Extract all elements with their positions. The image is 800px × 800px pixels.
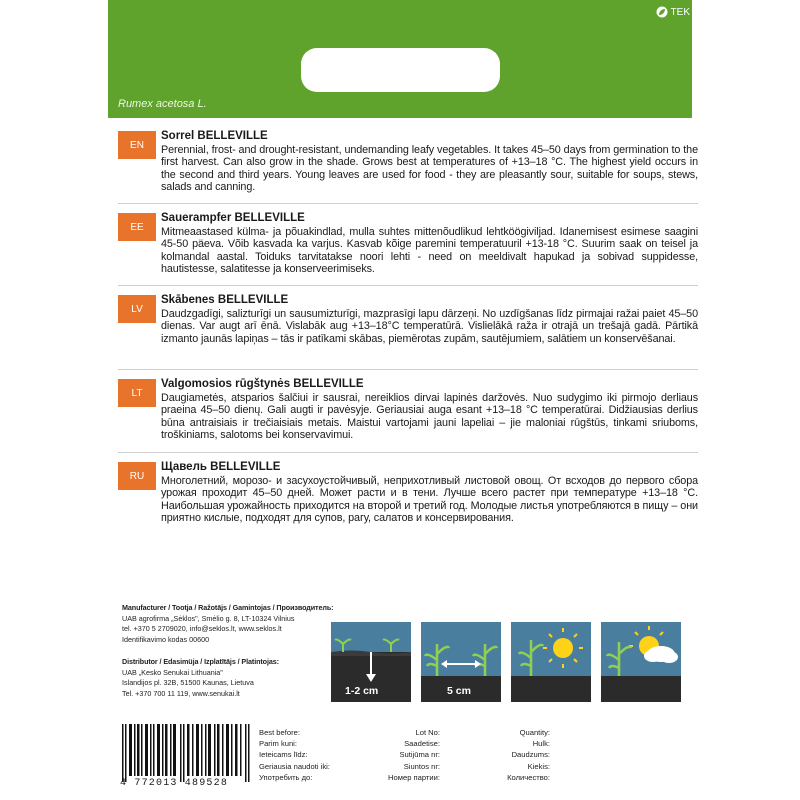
distributor-line: Tel. +370 700 11 119, www.senukai.lt <box>122 688 240 698</box>
lot-no-label: Saadetise: <box>404 739 440 749</box>
packet-window <box>301 48 500 92</box>
lot-no-label: Lot No: <box>415 728 440 737</box>
manufacturer-line: tel. +370 5 2709020, info@seklos.lt, www.seklos.lt <box>122 624 282 633</box>
section-text: Daudzgadīgi, salizturīgi un sausumizturīgi, mazprasīgi lapu dārzeņi. No uzdīgšanas līdz pirmajai ražai paiet 45–50 dienas. Var augt arī ēnā. Vislabāk aug +13–18°C temperatūrā. Vislielākā raža ir otrajā un trešajā gadā. Pārtikā izmanto jaunās lapiņas – tās ir patīkami skābas, piemērotas zupām, sautējumiem, salātiem un konservēšanai. <box>161 308 698 345</box>
distributor-info <box>122 657 352 699</box>
lot-no-labels <box>360 727 440 783</box>
section-lt <box>118 378 698 441</box>
best-before-labels <box>259 727 330 783</box>
partial-shade-pictogram <box>601 622 681 702</box>
lang-tag: EE <box>118 213 156 241</box>
best-before-label: Ieteicams līdz: <box>259 750 308 760</box>
lang-tag: LV <box>118 295 156 323</box>
section-en <box>118 130 698 193</box>
latin-name: Rumex acetosa L. <box>118 98 207 110</box>
quantity-labels <box>470 727 550 783</box>
section-title: Sorrel BELLEVILLE <box>161 130 268 142</box>
barcode-number: 4 772013 489528 <box>120 778 229 789</box>
quantity-label: Количество: <box>507 772 550 782</box>
quantity-label: Daudzums: <box>511 750 550 760</box>
lot-no-label: Номер партии: <box>388 772 440 782</box>
pictogram-label: 1-2 cm <box>345 685 379 697</box>
section-text: Многолетний, морозо- и засухоустойчивый, неприхотливый листовой овощ. От всходов до первого сбора урожая проходит 45–50 дней. Может расти и в тени. Лучше всего растет при температуре +13–18 °C. Наибольшая урожайность приходится на второй и третий год. Молодые листья употребляются в пищу – они приятно кислые, подходят для супов, рагу, салатов и консервирования. <box>161 475 698 524</box>
section-ru <box>118 461 698 524</box>
section-ee <box>118 212 698 275</box>
lot-no-label: Sutijūma nr: <box>399 750 440 760</box>
divider <box>118 203 698 204</box>
best-before-label: Употребить до: <box>259 772 313 782</box>
brand-name: TEK <box>670 6 690 18</box>
plant-spacing-pictogram <box>421 622 501 702</box>
best-before-label: Parim kuni: <box>259 739 297 749</box>
brand-logo <box>656 6 690 18</box>
leaf-icon <box>656 6 668 18</box>
lang-tag: RU <box>118 462 156 490</box>
lot-no-label: Siuntos nr: <box>403 761 440 771</box>
pictogram-label: 5 cm <box>447 685 471 697</box>
manufacturer-line: UAB agrofirma „Sėklos", Smėlio g. 8, LT-10324 Vilnius <box>122 613 295 623</box>
barcode <box>122 724 250 782</box>
lang-tag: EN <box>118 131 156 159</box>
section-text: Daugiametės, atsparios šalčiui ir sausrai, nereiklios dirvai lapinės daržovės. Nuo sudygimo iki pirmojo derliaus praeina 45–50 dienų. Gali augti ir pavėsyje. Geriausiai auga esant +13–18 °C temperatūrai. Didžiausias derlius būna antraisiais ir trečiaisiais metais. Maistui vartojami jauni lapeliai – jie malonіai rūgštūs, tinkami sriuboms, troškiniams, salotoms bei konservavimui. <box>161 392 698 441</box>
distributor-line: Islandijos pl. 32B, 51500 Kaunas, Lietuva <box>122 678 254 687</box>
section-text: Perennial, frost- and drought-resistant, undemanding leafy vegetables. It takes 45–50 days from germination to the first harvest. Can also grow in the shade. Grows best at temperatures of +13–18 °C. The highest yield occurs in the second and third years. Young leaves are used for food - they are pleasantly sour, suitable for soups, stews, salads and canning. <box>161 144 698 193</box>
pictogram-row <box>331 622 681 702</box>
quantity-label: Hulk: <box>532 739 550 749</box>
divider <box>118 285 698 286</box>
distributor-line: UAB „Kesko Senukai Lithuania" <box>122 667 223 677</box>
manufacturer-line: Identifikavimo kodas 00600 <box>122 634 210 644</box>
divider <box>118 369 698 370</box>
section-title: Щавель BELLEVILLE <box>161 461 281 473</box>
best-before-label: Geriausia naudoti iki: <box>259 761 330 771</box>
lang-tag: LT <box>118 379 156 407</box>
manufacturer-label: Manufacturer / Tootja / Ražotājs / Gamintojas / Производитель: <box>122 603 334 612</box>
manufacturer-info <box>122 603 352 645</box>
best-before-label: Best before: <box>259 728 300 737</box>
divider <box>118 452 698 453</box>
section-title: Sauerampfer BELLEVILLE <box>161 212 305 224</box>
quantity-label: Kiekis: <box>527 761 550 771</box>
sowing-depth-pictogram <box>331 622 411 702</box>
section-text: Mitmeaastased külma- ja põuakindlad, mulla suhtes mittenõudlikud lehtköögiviljad. Idanemisest esimese saagini 45-50 päeva. Võib kasvada ka varjus. Kasvab kõige paremini temperatuuril +13-18 °C. Suurim saak on teisel ja kolmandal aastal. Toiduks tarvitatakse noori lehti - need on meeldivalt hapukad ja sobivad suppidesse, hautistesse, salatitesse ja konserveerimiseks. <box>161 226 698 275</box>
section-title: Skābenes BELLEVILLE <box>161 294 289 306</box>
distributor-label: Distributor / Edasimüja / Izplatītājs / Platintojas: <box>122 657 279 666</box>
sunlight-pictogram <box>511 622 591 702</box>
section-lv <box>118 294 698 345</box>
quantity-label: Quantity: <box>519 728 550 737</box>
section-title: Valgomosios rūgštynės BELLEVILLE <box>161 378 364 390</box>
